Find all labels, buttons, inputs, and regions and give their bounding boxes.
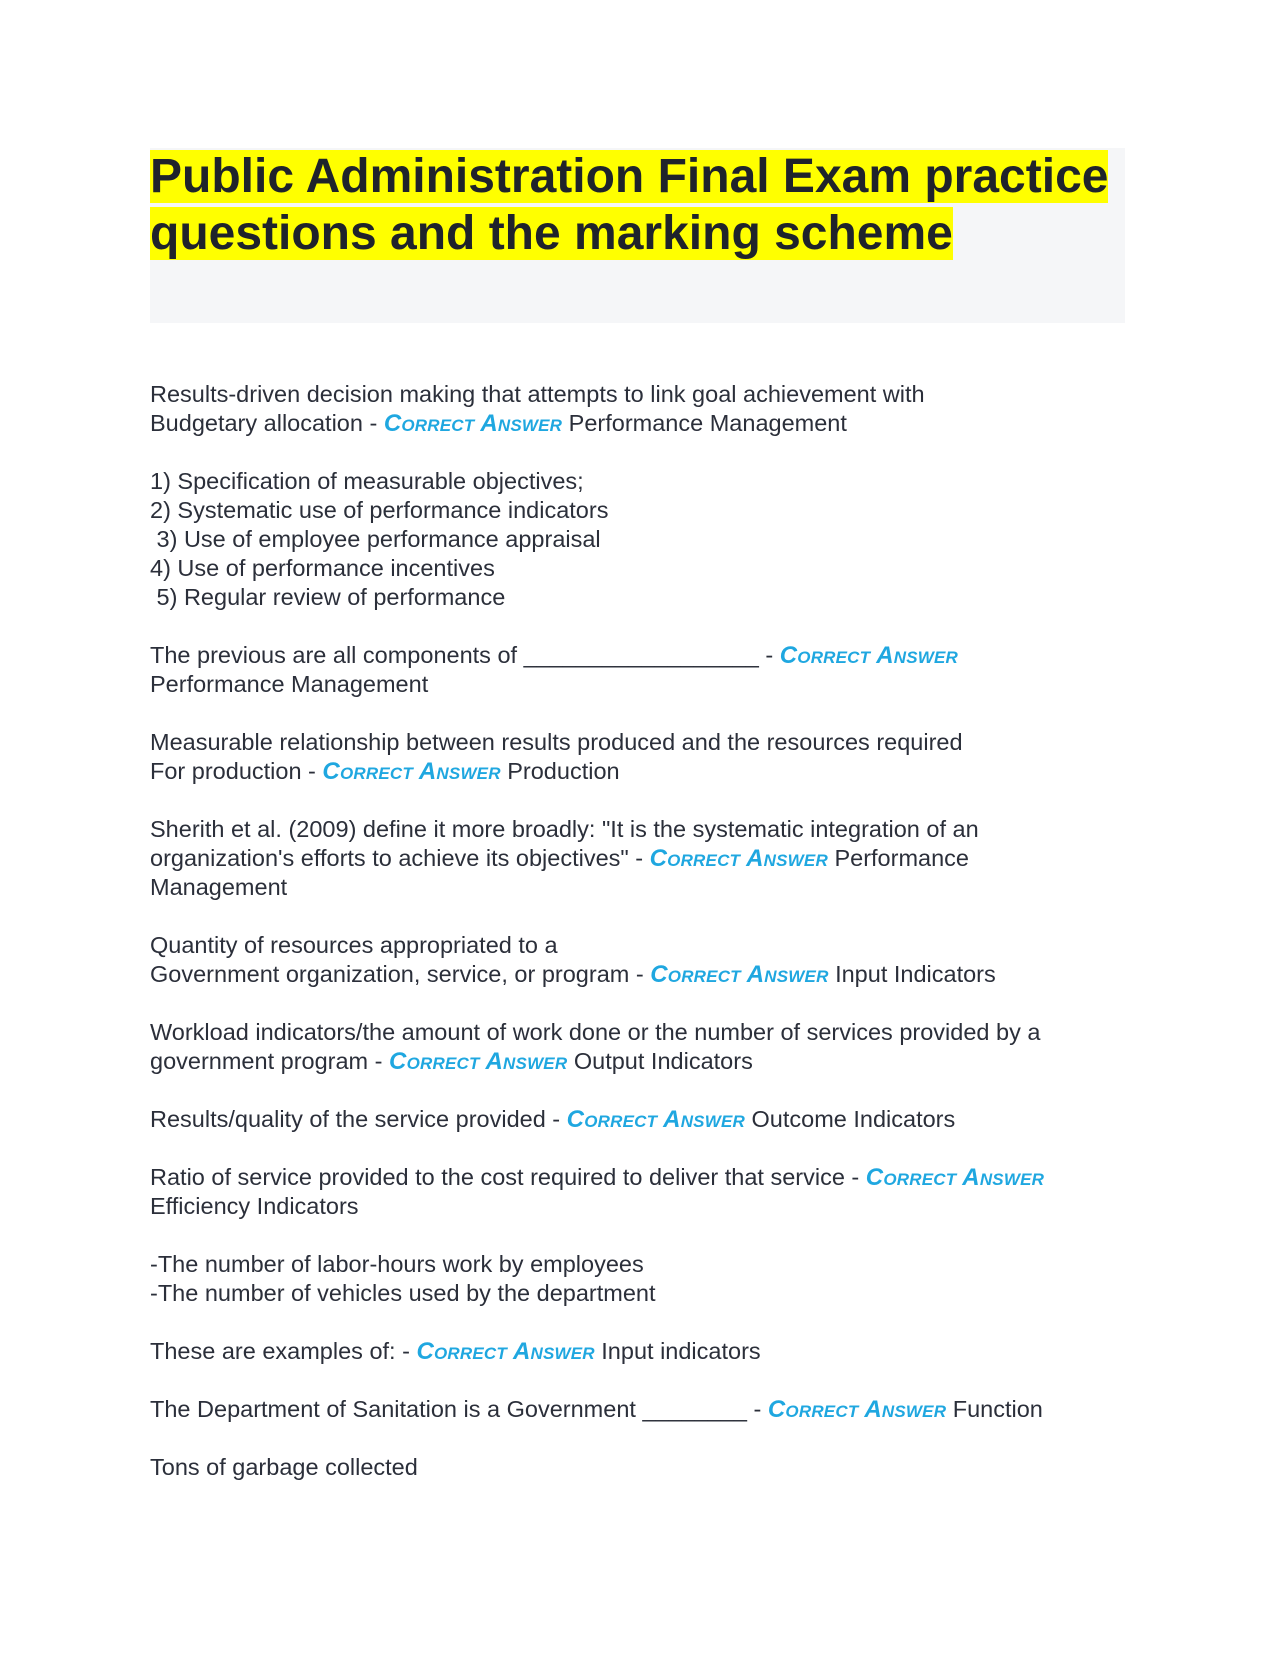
- question-text: The Department of Sanitation is a Government ________ -: [150, 1396, 768, 1422]
- qa-item: [150, 641, 1125, 699]
- qa-item: [150, 815, 1125, 902]
- question-text: Sherith et al. (2009) define it more broadly: "It is the systematic integration of an: [150, 816, 979, 842]
- question-text: Tons of garbage collected: [150, 1454, 418, 1480]
- correct-answer-label: Correct Answer: [416, 1338, 595, 1365]
- question-text: 5) Regular review of performance: [150, 584, 506, 610]
- title-block: [150, 148, 1125, 323]
- answer-text: Production: [500, 758, 620, 784]
- qa-item: [150, 728, 1125, 786]
- question-text: government program -: [150, 1048, 390, 1074]
- correct-answer-label: Correct Answer: [566, 1106, 745, 1133]
- question-text: Workload indicators/the amount of work done or the number of services provided by a: [150, 1019, 1041, 1045]
- question-text: 1) Specification of measurable objectives;: [150, 468, 584, 494]
- page-title: [150, 148, 1125, 262]
- question-text: These are examples of: -: [150, 1338, 417, 1364]
- answer-text: Performance Management: [150, 671, 429, 697]
- qa-item: [150, 1163, 1125, 1221]
- question-text: Ratio of service provided to the cost required to deliver that service -: [150, 1164, 866, 1190]
- qa-item: [150, 380, 1125, 438]
- question-text: 2) Systematic use of performance indicators: [150, 497, 609, 523]
- answer-text-continued: Management: [150, 874, 288, 900]
- question-text: 3) Use of employee performance appraisal: [150, 526, 601, 552]
- question-text: Measurable relationship between results produced and the resources required: [150, 729, 963, 755]
- question-text: Budgetary allocation -: [150, 410, 384, 436]
- question-text: Quantity of resources appropriated to a: [150, 932, 558, 958]
- correct-answer-label: Correct Answer: [322, 758, 501, 785]
- correct-answer-label: Correct Answer: [767, 1396, 947, 1423]
- qa-item: [150, 1337, 1125, 1366]
- correct-answer-label: Correct Answer: [389, 1048, 568, 1075]
- qa-item: [150, 467, 1125, 612]
- qa-item: [150, 1250, 1125, 1308]
- question-text: organization's efforts to achieve its objectives" -: [150, 845, 650, 871]
- answer-text: Input indicators: [594, 1338, 761, 1364]
- qa-item: [150, 1395, 1125, 1424]
- question-text: 4) Use of performance incentives: [150, 555, 495, 581]
- correct-answer-label: Correct Answer: [779, 642, 959, 669]
- title-highlight: Public Administration Final Exam practice questions and the marking scheme: [150, 150, 1109, 260]
- answer-text: Performance Management: [562, 410, 847, 436]
- question-text: -The number of labor-hours work by employees: [150, 1251, 644, 1277]
- question-text: Government organization, service, or program -: [150, 961, 651, 987]
- answer-text: Input Indicators: [828, 961, 996, 987]
- qa-item: [150, 1018, 1125, 1076]
- answer-text: Function: [946, 1396, 1043, 1422]
- answer-text: Performance: [827, 845, 969, 871]
- qa-item: [150, 1453, 1125, 1482]
- answer-text: Outcome Indicators: [744, 1106, 956, 1132]
- correct-answer-label: Correct Answer: [650, 961, 829, 988]
- document-page: [150, 148, 1125, 1511]
- qa-list: [150, 380, 1125, 1482]
- answer-text: Efficiency Indicators: [150, 1193, 359, 1219]
- question-text: Results/quality of the service provided -: [150, 1106, 567, 1132]
- qa-item: [150, 931, 1125, 989]
- answer-text: Output Indicators: [567, 1048, 753, 1074]
- qa-item: [150, 1105, 1125, 1134]
- question-text: The previous are all components of __________________ -: [150, 642, 780, 668]
- question-text: For production -: [150, 758, 323, 784]
- question-text: -The number of vehicles used by the department: [150, 1280, 656, 1306]
- correct-answer-label: Correct Answer: [649, 845, 828, 872]
- correct-answer-label: Correct Answer: [383, 410, 563, 437]
- question-text: Results-driven decision making that attempts to link goal achievement with: [150, 381, 925, 407]
- correct-answer-label: Correct Answer: [865, 1164, 1045, 1191]
